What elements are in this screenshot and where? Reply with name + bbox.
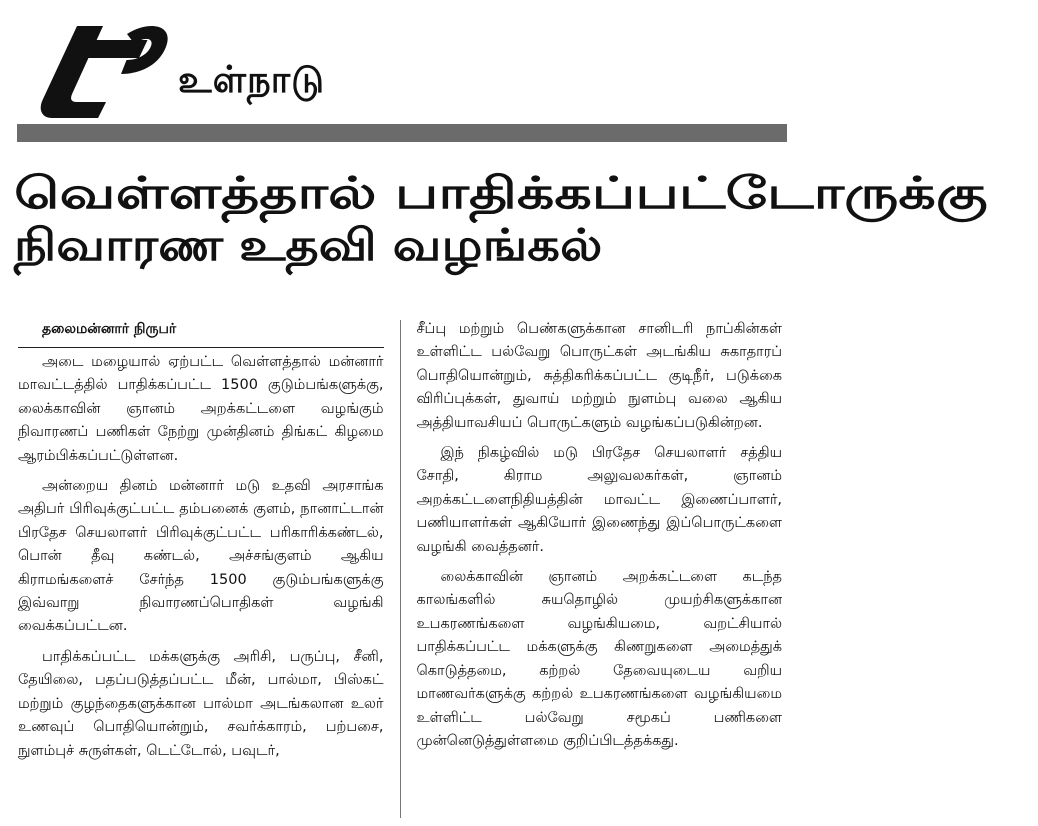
paragraph: பாதிக்கப்பட்ட மக்களுக்கு அரிசி, பருப்பு, சீனி, தேயிலை, பதப்படுத்தப்பட்ட மீன், பால்மா, பிஸ்கட் மற்றும் குழந்தைகளுக்கான பால்மா அடங்கலான உலர் உணவுப் பொதியொன்றும், சவர்க்காரம், பற்பசை, நுளம்புச் சுருள்கள், டெட்டோல், பவுடர், [18,648,384,759]
paragraph: சீப்பு மற்றும் பெண்களுக்கான சானிடரி நாப்கின்கள் உள்ளிட்ட பல்வேறு பொருட்கள் அடங்கிய சுகாதாரப் பொதியொன்றும், சுத்திகரிக்கப்பட்ட குடிநீர், படுக்கை விரிப்புக்கள், துவாய் மற்றும் நுளம்பு வலை ஆகிய அத்தியாவசியப் பொருட்களும் வழங்கப்படுகின்றன. [416,321,783,431]
paragraph: லைக்காவின் ஞானம் அறக்கட்டளை கடந்த காலங்களில் சுயதொழில் முயற்சிகளுக்கான உபகரணங்களை வழங்கியமை, வறட்சியால் பாதிக்கப்பட்ட மக்களுக்கு கிணறுகளை அமைத்துக் கொடுத்தமை, கற்றல் தேவையுடைய வறிய மாணவர்களுக்கு கற்றல் உபகரணங்களை வழங்கியமை உள்ளிட்ட பல்வேறு சமூகப் பணிகளை முன்னெடுத்துள்ளமை குறிப்பிடத்தக்கது. [416,569,783,749]
byline: தலைமன்னார் நிருபர் [42,321,177,337]
masthead [0,0,787,150]
headline [14,168,988,272]
column-divider [400,320,401,818]
article-column-1 [18,318,384,818]
byline-rule [18,347,384,348]
paragraph: அன்றைய தினம் மன்னார் மடு உதவி அரசாங்க அதிபர் பிரிவுக்குட்பட்ட தம்பனைக் குளம், நானாட்டான் பிரதேச செயலாளர் பிரிவுக்குட்பட்ட பரிகாரிக்கண்டல், பொன் தீவு கண்டல், அச்சங்குளம் ஆகிய கிராமங்களைச் சேர்ந்த 1500 குடும்பங்களுக்கு இவ்வாறு நிவாரணப்பொதிகள் வழங்கி வைக்கப்பட்டன. [18,478,384,635]
paragraph: இந் நிகழ்வில் மடு பிரதேச செயலாளர் சத்திய சோதி, கிராம அலுவலகர்கள், ஞானம் அறக்கட்டளைநிதியத்தின் மாவட்ட இணைப்பாளர், பணியாளர்கள் ஆகியோர் இணைந்து இப்பொருட்களை வழங்கி வைத்தனர். [416,445,783,555]
headline-line-2: நிவாரண உதவி வழங்கல் [14,219,603,271]
header-rule-bar [17,124,787,142]
headline-line-1: வெள்ளத்தால் பாதிக்கப்பட்டோருக்கு [14,168,988,219]
section-title: உள்நாடு [178,58,326,101]
article-column-2 [417,318,783,818]
article-body [18,318,782,818]
paragraph: அடை மழையால் ஏற்பட்ட வெள்ளத்தால் மன்னார் மாவட்டத்தில் பாதிக்கப்பட்ட 1500 குடும்பங்களுக்கு, லைக்காவின் ஞானம் அறக்கட்டளை வழங்கும் நிவாரணப் பணிகள் நேற்று முன்தினம் திங்கட் கிழமை ஆரம்பிக்கப்பட்டுள்ளன. [18,354,384,464]
